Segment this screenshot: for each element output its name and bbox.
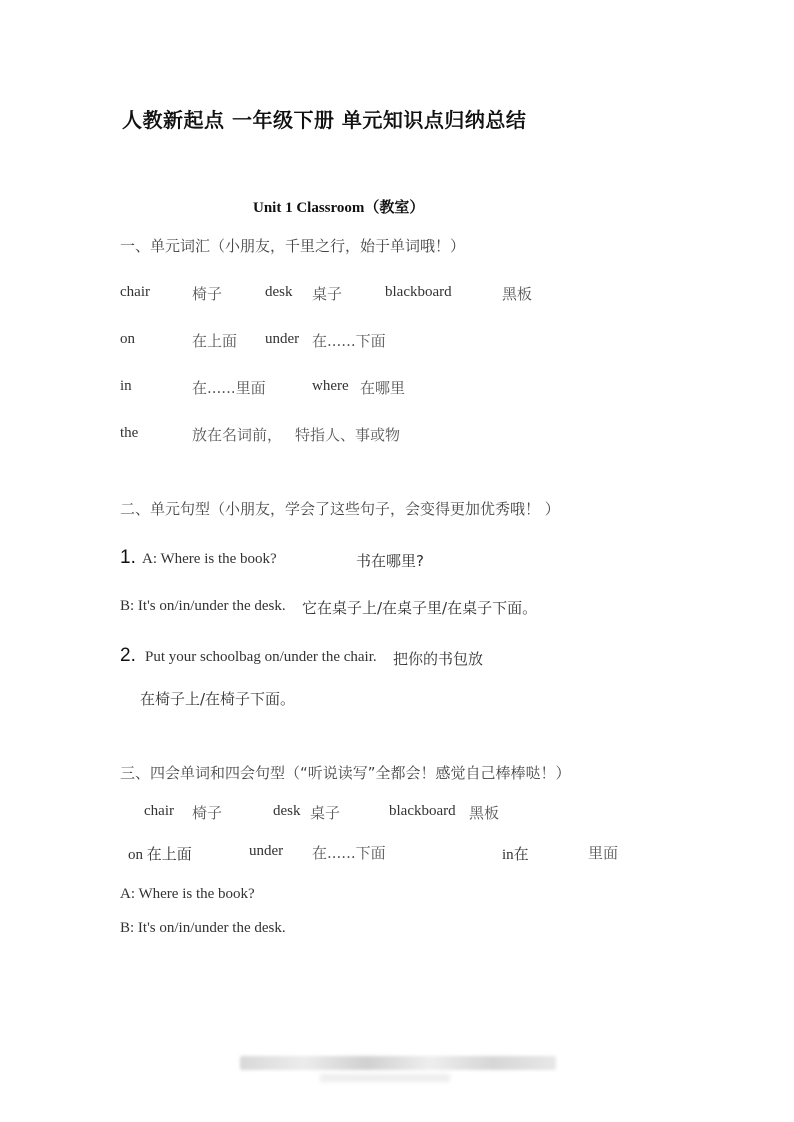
vocab-zh: 椅子: [192, 804, 223, 822]
vocab-zh: 椅子: [192, 285, 223, 303]
vocab-zh: 在哪里: [360, 379, 406, 397]
vocab-en: under: [249, 843, 284, 859]
vocab-zh: 在......下面: [312, 844, 386, 862]
vocab-zh: 里面: [588, 844, 619, 862]
vocab-zh: 桌子: [312, 285, 343, 303]
unit-title: Unit 1 Classroom（教室）: [253, 200, 425, 216]
vocab-en: where: [312, 378, 349, 394]
vocab-zh: 黑板: [469, 804, 500, 822]
sentence-en: B: It's on/in/under the desk.: [120, 598, 286, 614]
vocab-en: desk: [273, 803, 301, 819]
question-sentence: A: Where is the book?: [120, 886, 255, 902]
vocab-en: in: [120, 378, 132, 394]
vocab-en: blackboard: [389, 803, 456, 819]
sentence-en: Put your schoolbag on/under the chair.: [145, 649, 377, 665]
blurred-watermark: [240, 1056, 556, 1070]
vocab-en: chair: [120, 284, 150, 300]
vocab-zh: 在......里面: [192, 379, 266, 397]
vocab-mixed: in在: [502, 847, 529, 863]
vocab-en: the: [120, 425, 139, 441]
vocab-en: desk: [265, 284, 293, 300]
vocab-en: under: [265, 331, 300, 347]
item-number: 2.: [120, 645, 136, 666]
vocab-en: blackboard: [385, 284, 452, 300]
sentence-zh: 书在哪里?: [356, 552, 424, 570]
vocab-mixed: on 在上面: [128, 847, 192, 863]
vocab-zh: 黑板: [502, 285, 533, 303]
vocab-zh: 桌子: [310, 804, 341, 822]
sentence-zh: 把你的书包放: [393, 650, 484, 668]
sentence-zh: 在椅子上/在椅子下面。: [140, 690, 296, 708]
vocab-zh: 在上面: [192, 332, 238, 350]
section3-heading: 三、四会单词和四会句型（“听说读写”全都会！感觉自己棒棒哒！）: [120, 764, 571, 782]
answer-sentence: B: It's on/in/under the desk.: [120, 920, 286, 936]
sentence-en: A: Where is the book?: [142, 551, 277, 567]
item-number: 1.: [120, 547, 136, 568]
blurred-watermark: [320, 1074, 450, 1082]
section1-heading: 一、单元词汇（小朋友，千里之行，始于单词哦！）: [120, 237, 466, 255]
sentence-zh: 它在桌子上/在桌子里/在桌子下面。: [302, 599, 538, 617]
vocab-zh: 特指人、事或物: [295, 426, 401, 444]
document-title: 人教新起点 一年级下册 单元知识点归纳总结: [122, 108, 527, 132]
vocab-zh: 在......下面: [312, 332, 386, 350]
section2-heading: 二、单元句型（小朋友，学会了这些句子，会变得更加优秀哦！ ）: [120, 500, 560, 518]
vocab-en: chair: [144, 803, 174, 819]
vocab-en: on: [120, 331, 135, 347]
vocab-zh: 放在名词前，: [192, 426, 283, 444]
